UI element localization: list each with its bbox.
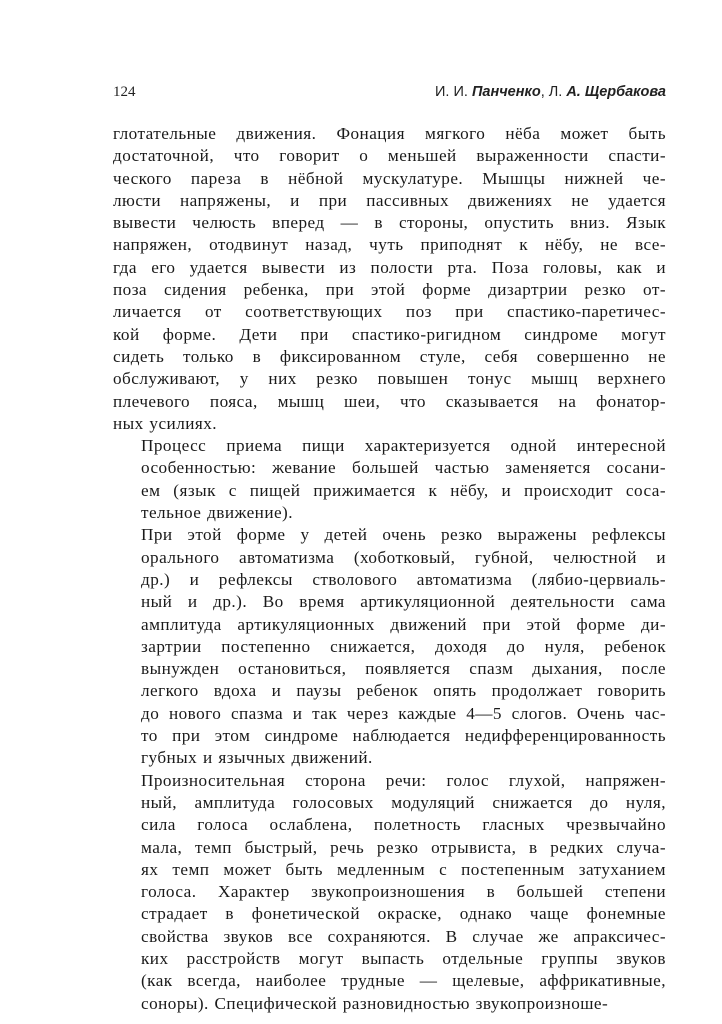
text-line: Произносительная сторона речи: голос глухой, напряжен- — [141, 770, 666, 790]
text-line: орального автоматизма (хоботковый, губной, челюстной и — [141, 547, 666, 567]
text-line: вывести челюсть вперед — в стороны, опустить вниз. Язык — [113, 213, 666, 233]
author2-surname: Щербакова — [580, 84, 666, 100]
text-line: глотательные движения. Фонация мягкого нёба может быть — [113, 124, 666, 143]
author-separator: , Л. — [540, 84, 567, 100]
text-line: зартрии постепенно снижается, доходя до нуля, ребенок — [141, 636, 666, 656]
text-line: При этой форме у детей очень резко выражены рефлексы — [141, 525, 666, 545]
text-line: ный и др.). Во время артикуляционной деятельности сама — [141, 592, 666, 612]
text-line: ем (язык с пищей прижимается к нёбу, и происходит соса- — [141, 480, 666, 500]
text-line: обслуживают, у них резко повышен тонус мышц верхнего — [113, 369, 666, 389]
text-line: люсти напряжены, и при пассивных движениях не удается — [113, 190, 666, 210]
paragraph — [113, 524, 666, 769]
page-header — [113, 84, 666, 110]
text-line: вынужден остановиться, появляется спазм дыхания, после — [141, 659, 666, 679]
text-line: свойства звуков все сохраняются. В случае же апраксичес- — [141, 926, 666, 946]
text-line: до нового спазма и так через каждые 4—5 слогов. Очень час- — [141, 703, 666, 723]
text-line: сидеть только в фиксированном стуле, себя совершенно не — [113, 346, 666, 366]
text-line: ческого пареза в нёбной мускулатуре. Мышцы нижней че- — [113, 168, 666, 188]
text-line: ях темп может быть медленным с постепенным затуханием — [141, 859, 666, 879]
text-line: гда его удается вывести из полости рта. Поза головы, как и — [113, 257, 666, 277]
text-line: легкого вдоха и паузы ребенок опять продолжает говорить — [141, 681, 666, 701]
text-line: Процесс приема пищи характеризуется одной интересной — [141, 436, 666, 456]
author2-initial: А. — [566, 84, 581, 100]
running-head-authors — [435, 84, 666, 100]
text-line: амплитуда артикуляционных движений при этой форме ди- — [141, 614, 666, 634]
text-line: (как всегда, наиболее трудные — щелевые, аффрикативные, — [141, 971, 666, 991]
body-text — [113, 123, 666, 1015]
author1-initials: И. И. — [434, 84, 472, 100]
author1-surname: Панченко — [471, 84, 541, 100]
page-number: 124 — [113, 84, 136, 100]
text-line: ких расстройств могут выпасть отдельные группы звуков — [141, 948, 666, 968]
text-line: особенностью: жевание большей частью заменяется сосани- — [141, 458, 666, 478]
text-line: плечевого пояса, мышц шеи, что сказывается на фонатор- — [113, 391, 666, 411]
text-line: ных усилиях. — [113, 413, 218, 433]
text-line: достаточной, что говорит о меньшей выраженности спасти- — [113, 146, 666, 166]
paragraph — [113, 435, 666, 524]
text-line: мала, темп быстрый, речь резко отрывиста, в редких случа- — [141, 837, 666, 857]
text-line: тельное движение). — [141, 503, 293, 523]
text-line: кой форме. Дети при спастико-ригидном синдроме могут — [113, 324, 666, 344]
text-line: губных и язычных движений. — [141, 748, 373, 768]
text-line: то при этом синдроме наблюдается недифференцированность — [141, 726, 666, 746]
paragraph — [113, 770, 666, 1015]
text-line: голоса. Характер звукопроизношения в большей степени — [141, 882, 666, 902]
text-line: напряжен, отодвинут назад, чуть приподнят к нёбу, не все- — [113, 235, 666, 255]
text-line: сила голоса ослаблена, полетность гласных чрезвычайно — [141, 815, 666, 835]
text-line: ный, амплитуда голосовых модуляций снижается до нуля, — [141, 792, 666, 812]
text-line: поза сидения ребенка, при этой форме дизартрии резко от- — [113, 280, 666, 300]
text-line: страдает в фонетической окраске, однако чаще фонемные — [141, 904, 666, 924]
paragraph — [113, 123, 666, 435]
text-line: личается от соответствующих поз при спастико-паретичес- — [113, 302, 666, 322]
text-line: соноры). Специфической разновидностью звукопроизноше- — [141, 993, 609, 1013]
text-line: др.) и рефлексы стволового автоматизма (лябио-цервиаль- — [141, 569, 666, 589]
